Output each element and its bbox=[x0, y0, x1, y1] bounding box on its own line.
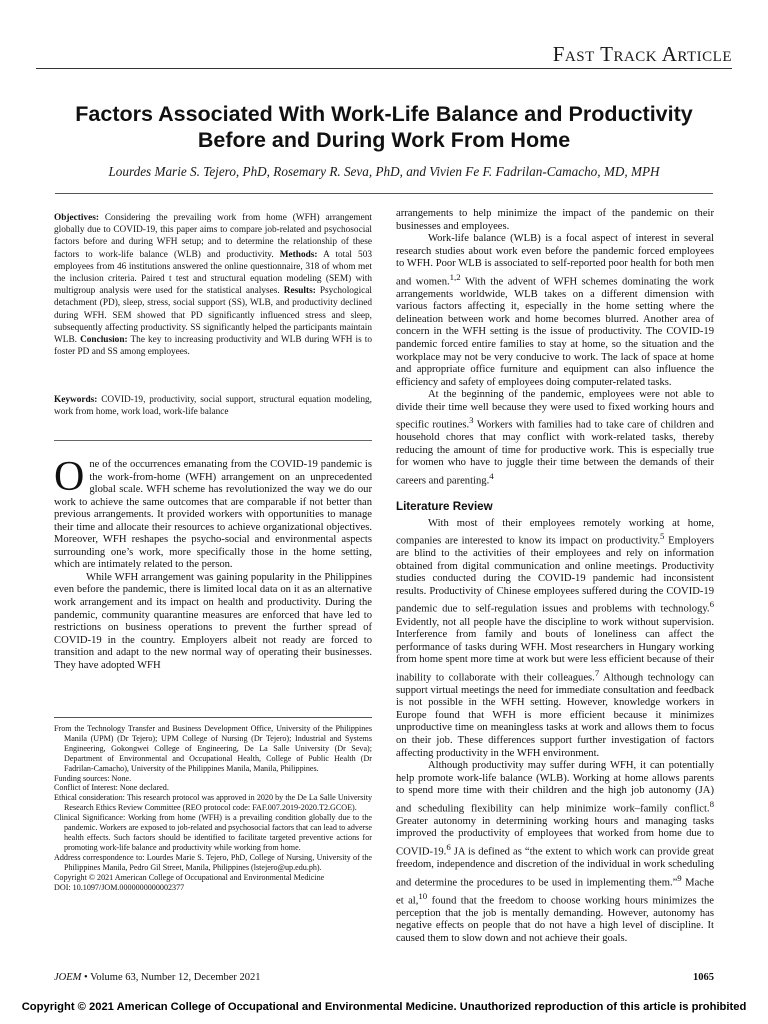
journal-issue: • Volume 63, Number 12, December 2021 bbox=[81, 972, 261, 983]
intro-paragraph bbox=[54, 454, 372, 572]
abstract-rule bbox=[54, 440, 372, 441]
copyright-banner: Copyright © 2021 American College of Occupational and Environmental Medicine. Unauthorized reproduction of this article is prohibited bbox=[21, 1001, 747, 1013]
funding-note: Funding sources: None. bbox=[54, 773, 132, 783]
author-list: Lourdes Marie S. Tejero, PhD, Rosemary R. Seva, PhD, and Vivien Fe F. Fadrilan-Camacho, MD, MPH bbox=[108, 164, 660, 179]
paragraph-text: Employers are blind to the activities of their employees and rely on information obtained from digital communication and online meetings. Productivity studies conducted during the COVID-19 pandemic had inconsistent results. Productivity of Chinese employees suffered during the COVID-19 pandemic due to self-regulation issues and problems with technology. bbox=[396, 535, 715, 615]
journal-name: JOEM bbox=[54, 972, 82, 983]
clinical-significance-note: Clinical Significance: Working from home (WFH) is a prevailing condition globally due to the pandemic. Workers are exposed to job-related and psychosocial factors that can lead to adverse health effects. Such factors should be identified to facilitate targeted preventive actions for promoting work-life balance and productivity while working from home. bbox=[54, 813, 372, 852]
paragraph-text: JA is defined as “the extent to which work can provide great freedom, independence and discretion of the individual in work scheduling and determine the procedures to be used in implementing them.” bbox=[396, 846, 714, 889]
objectives-label: Objectives: bbox=[54, 213, 99, 223]
paragraph-text: Although productivity may suffer during WFH, it can potentially help promote work-life balance (WLB). Working at home allows parents to spend more time with their children and the high job autonomy (JA) and scheduling flexibility can help minimize work–family conflict. bbox=[396, 760, 714, 815]
abstract bbox=[54, 212, 372, 358]
keywords-text: COVID-19, productivity, social support, structural equation modeling, work from home, work load, work-life balance bbox=[54, 395, 373, 418]
objectives-text: Considering the prevailing work from home (WFH) arrangement globally due to COVID-19, this paper aims to compare job-related and psychosocial factors before and during WFH setup; and to determine the relationship of these factors to work-life balance (WLB) and productivity. bbox=[54, 213, 372, 260]
citation-ref: 10 bbox=[418, 890, 428, 901]
paragraph-text: At the beginning of the pandemic, employees were not able to divide their time well because they were used to fixed working hours and specific routines. bbox=[396, 389, 714, 431]
paragraph-text: With the advent of WFH schemes dominating the work arrangements worldwide, WLB takes on a different dimension with various factors affecting it, especially in the home setting where the delineation between work and home becomes blurred. Another area of concern in the WFH setting is the issue of productivity. The COVID-19 pandemic forced entire families to stay at home, so the situation and the workplace may not be very conducive to work. The lack of space at home and appropriate office furniture and equipment can also influence the efficiency and safety of employees doing computer-related tasks. bbox=[396, 276, 714, 388]
body-paragraph bbox=[396, 518, 714, 760]
citation-ref: 1,2 bbox=[449, 271, 461, 282]
citation-ref: 3 bbox=[469, 415, 474, 426]
body-paragraph bbox=[396, 233, 714, 389]
body-paragraph: While WFH arrangement was gaining popularity in the Philippines even before the pandemic, there is limited local data on it as an alternative work arrangement and its impact on health and productivity. During the pandemic, community quarantine measures are enforced that have led to restrictions on business operations to prevent the further spread of COVID-19 in the country. Employers albeit not ready are forced to transition and adapt to the new normal way of operating their businesses. They have adopted WFH bbox=[54, 571, 372, 671]
paragraph-text: Work-life balance (WLB) is a focal aspect of interest in several research studies about work even before the pandemic forced employees to WFH. Poor WLB is associated to self-reported poor health for both men and women. bbox=[396, 233, 714, 288]
journal-citation bbox=[54, 972, 261, 983]
methods-label: Methods: bbox=[279, 249, 318, 260]
paragraph-text: Evidently, not all people have the discipline to work without supervision. Interference from family and bouts of loneliness can affect the performance of tasks during WFH. Most researchers in Hungary working from home spent more time at work but were less efficient because of their inability to collaborate with their colleagues. bbox=[396, 616, 714, 684]
results-text: Psychological detachment (PD), sleep, stress, social support (SS), WLB, and productivity declined during WFH. SEM showed that PD significantly influenced stress and sleep, subsequently affecting productivity. SS significantly helped the participants maintain WLB. bbox=[54, 286, 372, 346]
citation-ref: 4 bbox=[489, 471, 494, 481]
title-line-2: Before and During Work From Home bbox=[197, 128, 571, 152]
article-title bbox=[40, 101, 728, 153]
citation-ref: 6 bbox=[709, 599, 714, 610]
affiliation-note: From the Technology Transfer and Business Development Office, University of the Philippines Manila (UPM) (Dr Tejero); UPM College of Nursing (Dr Tejero); Industrial and Systems Engineering, Gokongwei College of Engineering, De La Salle University (Dr Seva); Department of Environmental and Occupational Health, College of Public Health (Dr Fadrilan-Camacho), University of the Philippines Manila, Manila, Philippines. bbox=[54, 724, 372, 773]
keywords bbox=[54, 394, 372, 418]
body-paragraph bbox=[396, 760, 714, 945]
conclusion-text: The key to increasing productivity and WLB during WFH is to foster PD and SS among employees. bbox=[54, 335, 373, 358]
paragraph-text: Although technology can support virtual meetings the need for immediate consultation and feedback is not possible in the WFH setting. However, knowledge workers in Europe found that WFH is more efficient because it minimizes unproductive time on meaningless tasks at work and allows them to focus on their job. These differences support further investigation of factors affecting productivity in the WFH environment. bbox=[396, 672, 715, 759]
body-column-left bbox=[54, 454, 372, 672]
correspondence-note: Address correspondence to: Lourdes Marie S. Tejero, PhD, College of Nursing, University of the Philippines Manila, Pedro Gil Street, Manila, Philippines (lstejero@up.edu.ph). bbox=[54, 852, 372, 872]
footnotes bbox=[54, 724, 372, 892]
conclusion-label: Conclusion: bbox=[80, 335, 128, 346]
citation-ref: 6 bbox=[446, 841, 451, 852]
copyright-note: Copyright © 2021 American College of Occupational and Environmental Medicine bbox=[54, 872, 325, 882]
header-rule bbox=[36, 68, 732, 69]
results-label: Results: bbox=[283, 286, 316, 297]
author-rule bbox=[55, 193, 713, 194]
title-line-1: Factors Associated With Work-Life Balance and Productivity bbox=[75, 102, 693, 126]
keywords-label: Keywords: bbox=[54, 395, 98, 405]
drop-cap: O bbox=[54, 454, 85, 500]
paragraph-text: found that the freedom to choose working hours minimizes the perception that the job is mentally demanding. However, autonomy has negative effects on people that do not have a high level of discipline. It caused them to slow down and not achieve their goals. bbox=[396, 895, 715, 944]
page-number: 1065 bbox=[693, 972, 714, 983]
paragraph-text: Greater autonomy in determining working hours and managing tasks improved the productivity of employees that worked from home due to COVID-19. bbox=[396, 815, 714, 858]
body-column-right bbox=[396, 208, 714, 945]
body-paragraph bbox=[396, 389, 714, 488]
citation-ref: 5 bbox=[659, 531, 665, 542]
methods-text: A total 503 employees from 46 institutions answered the online questionnaire, 318 of whom met the inclusion criteria. Paired t test and structural equation modeling (SEM) with multigroup analysis were used for the statistical analyses. bbox=[54, 249, 372, 297]
footnote-rule bbox=[54, 717, 372, 718]
section-heading-literature-review: Literature Review bbox=[396, 500, 493, 514]
citation-ref: 9 bbox=[677, 872, 682, 883]
citation-ref: 8 bbox=[709, 798, 714, 809]
paragraph-text: Workers with families had to take care of children and household chores that may conflict with work-related tasks, thereby reducing the amount of time for productive work. This is especially true for women who have to juggle their time between the demands of their careers and parenting. bbox=[396, 419, 714, 487]
section-label: Fast Track Article bbox=[552, 42, 732, 66]
paragraph-text: With most of their employees remotely working at home, companies are interested to know its impact on productivity. bbox=[396, 517, 714, 547]
intro-text: ne of the occurrences emanating from the COVID-19 pandemic is the work-from-home (WFH) arrangement on an unprecedented global scale. WFH scheme has revolutionized the way we do our work to achieve the same outcomes that are comparable if not better than previous arrangements. It provided workers with opportunities to manage their time and allocate their resources to achieve organizational objectives. Moreover, WFH reshapes the psycho-social and environmental aspects surrounding one’s work, more specifically those in the home setting, which are intimately related to the person. bbox=[54, 459, 372, 571]
paragraph-text: Mache et al, bbox=[396, 877, 714, 907]
citation-ref: 7 bbox=[594, 667, 600, 678]
ethics-note: Ethical consideration: This research protocol was approved in 2020 by the De La Salle University Research Ethics Review Committee (REO protocol code: FAF.007.2019-2020.T2.GCOE). bbox=[54, 793, 372, 813]
continued-paragraph: arrangements to help minimize the impact of the pandemic on their businesses and employees. bbox=[396, 208, 714, 232]
doi-note: DOI: 10.1097/JOM.0000000000002377 bbox=[54, 882, 185, 892]
conflict-note: Conflict of Interest: None declared. bbox=[54, 783, 169, 793]
